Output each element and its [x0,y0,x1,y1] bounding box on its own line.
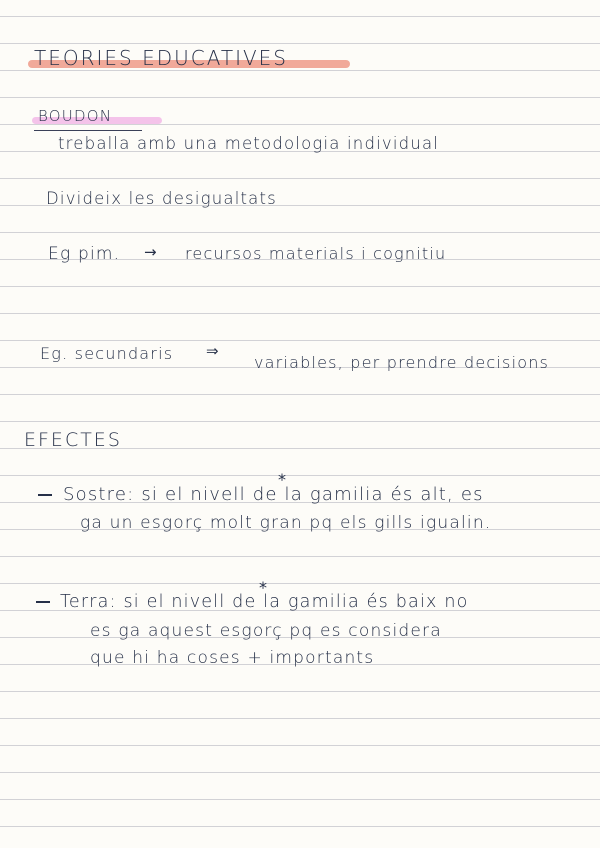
terra-line-3: que hi ha coses + importants [90,648,375,668]
boudon-line-3-right: recursos materials i cognitiu [185,244,447,263]
terra-line-2: es ga aquest esgorç pq es considera [90,621,442,641]
page-title: TEORIES EDUCATIVES [34,46,288,70]
boudon-heading: BOUDON [38,107,113,125]
boudon-heading-underline [34,130,142,131]
boudon-line-4-right: variables, per prendre decisions [254,353,550,372]
terra-line-1: Terra: si el nivell de la gamilia és baix no [60,592,469,612]
boudon-line-4-left: Eg. secundaris [40,344,174,363]
efectes-heading: EFECTES [24,429,122,451]
asterisk-icon: * [259,578,267,597]
sostre-line-1: Sostre: si el nivell de la gamilia és alt, es [63,484,484,505]
boudon-line-2: Divideix les desigualtats [46,189,277,208]
right-arrow-icon: ⇒ [206,342,219,360]
dash-bullet-icon [36,601,50,603]
dash-bullet-icon [38,494,52,496]
boudon-line-3-left: Eg pim. [48,244,121,264]
sostre-line-2: ga un esgorç molt gran pq els gills igualin. [80,513,492,533]
right-arrow-icon: → [144,243,157,261]
asterisk-icon: * [278,470,286,489]
boudon-line-1: treballa amb una metodologia individual [58,134,440,153]
